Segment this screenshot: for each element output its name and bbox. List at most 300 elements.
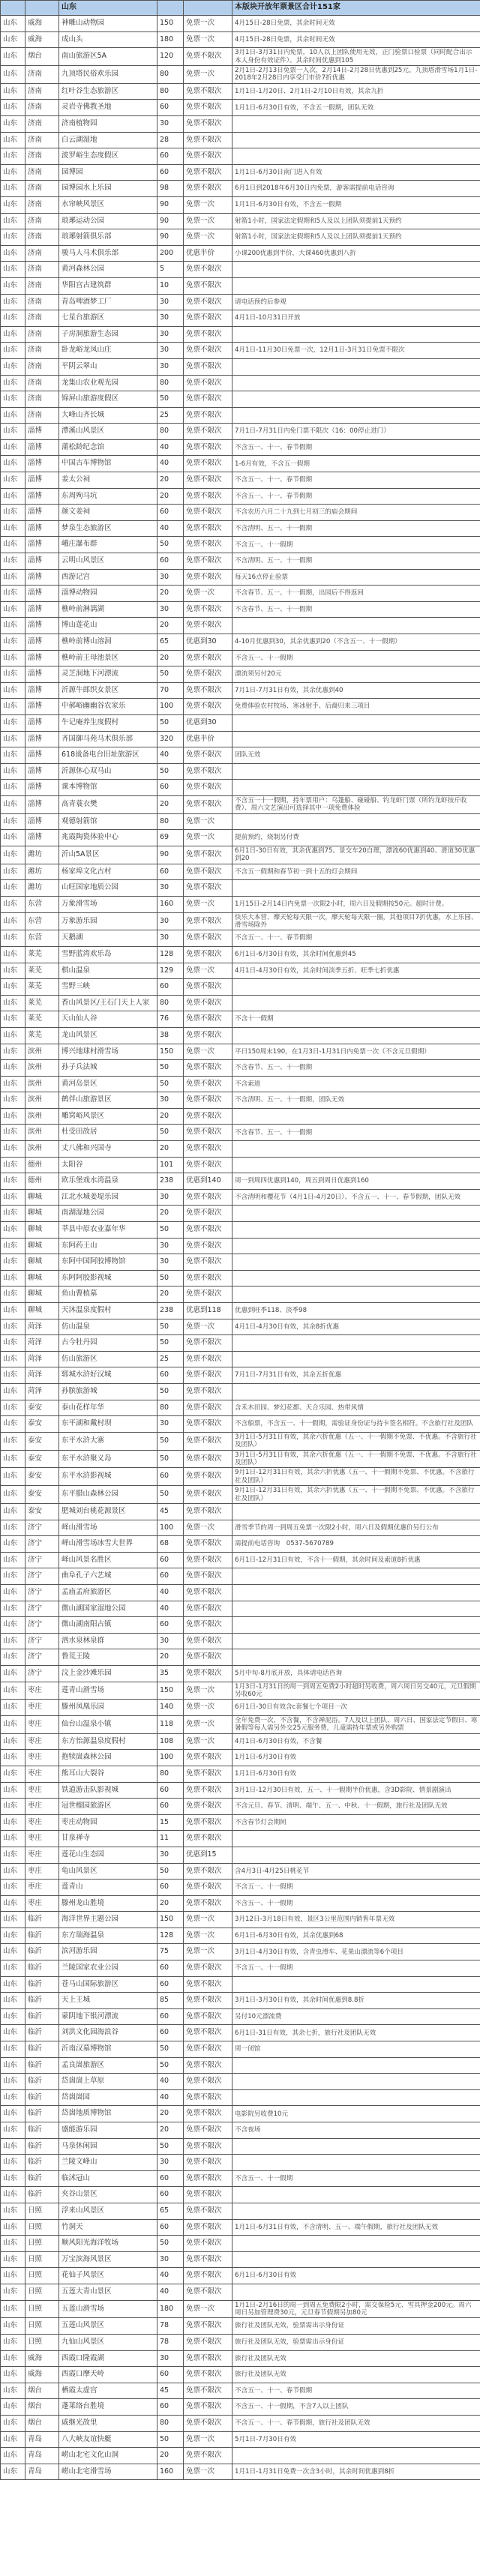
province-cell: 山东: [1, 1254, 26, 1271]
note-cell: 旅行社及团队无效，验票需出示身份证: [232, 2318, 480, 2335]
scenic-name-cell: 微山湖南阳古镇: [59, 1617, 158, 1634]
province-cell: 山东: [1, 946, 26, 963]
city-cell: 济宁: [26, 1649, 59, 1666]
city-cell: 青岛: [26, 2448, 59, 2464]
price-cell: 108: [158, 1733, 184, 1750]
price-cell: 50: [158, 1270, 184, 1287]
price-cell: 30: [158, 326, 184, 343]
note-cell: [232, 1351, 480, 1367]
scenic-name-cell: 浮来山风景区: [59, 2203, 158, 2219]
discount-type-cell: 免票不限次: [184, 2122, 232, 2139]
table-row: [1, 2399, 480, 2416]
note-cell: [232, 1222, 480, 1239]
city-cell: 泰安: [26, 1450, 59, 1468]
table-row: [1, 1141, 480, 1158]
discount-type-cell: 免票一次: [184, 2431, 232, 2448]
note-cell: 含4月3日-4月25日桃花节: [232, 1863, 480, 1880]
price-cell: 40: [158, 1584, 184, 1601]
table-row: [1, 310, 480, 327]
note-cell: 团队无效: [232, 747, 480, 764]
city-cell: 枣庄: [26, 1799, 59, 1815]
city-cell: 枣庄: [26, 1831, 59, 1847]
scenic-name-cell: 岱崮崮上草原: [59, 2074, 158, 2090]
scenic-name-cell: 孟良崮旅游区: [59, 2057, 158, 2074]
scenic-name-cell: 高青蓑衣樊: [59, 795, 158, 813]
city-cell: 滨州: [26, 1076, 59, 1092]
table-row: [1, 963, 480, 979]
city-cell: 淄博: [26, 682, 59, 699]
scenic-name-cell: 天上王城: [59, 1993, 158, 2009]
table-row: [1, 1633, 480, 1649]
discount-type-cell: 免票不限次: [184, 2383, 232, 2399]
discount-type-cell: 免票不限次: [184, 601, 232, 618]
table-row: [1, 100, 480, 116]
scenic-name-cell: 鲁荒王陵: [59, 1649, 158, 1666]
note-cell: 旅行社及团队无效: [232, 2367, 480, 2383]
city-cell: 枣庄: [26, 1863, 59, 1880]
scenic-name-cell: 中郝峪幽幽谷农家乐: [59, 699, 158, 715]
province-cell: 山东: [1, 569, 26, 586]
table-row: [1, 1584, 480, 1601]
price-cell: 60: [158, 1880, 184, 1896]
city-cell: 济南: [26, 213, 59, 229]
province-cell: 山东: [1, 1092, 26, 1109]
price-cell: 50: [158, 537, 184, 553]
table-row: [1, 1287, 480, 1303]
price-cell: 20: [158, 1287, 184, 1303]
note-cell: [232, 1504, 480, 1520]
header-cell-region: 山东: [59, 1, 158, 16]
discount-type-cell: 免票不限次: [184, 520, 232, 537]
table-row: [1, 995, 480, 1011]
table-row: [1, 213, 480, 229]
discount-type-cell: 免票一次: [184, 31, 232, 48]
price-cell: 40: [158, 747, 184, 764]
province-cell: 山东: [1, 714, 26, 731]
table-header-row: [1, 1, 480, 16]
province-cell: 山东: [1, 1715, 26, 1733]
scenic-name-cell: 崂山北宅文化山洞: [59, 2448, 158, 2464]
price-cell: 20: [158, 650, 184, 666]
discount-type-cell: 免票不限次: [184, 1254, 232, 1271]
scenic-name-cell: 波罗峪生态度假区: [59, 148, 158, 165]
discount-type-cell: 免票不限次: [184, 1335, 232, 1352]
province-cell: 山东: [1, 83, 26, 100]
discount-type-cell: 免票不限次: [184, 1601, 232, 1617]
discount-type-cell: 免票不限次: [184, 666, 232, 683]
province-cell: 山东: [1, 2138, 26, 2155]
province-cell: 山东: [1, 213, 26, 229]
scenic-name-cell: 618战备电台旧址旅游区: [59, 747, 158, 764]
discount-type-cell: 免票不限次: [184, 424, 232, 440]
price-cell: 75: [158, 1944, 184, 1960]
table-row: [1, 31, 480, 48]
scenic-name-cell: 仙台山温泉小镇: [59, 1715, 158, 1733]
province-cell: 山东: [1, 1782, 26, 1799]
discount-type-cell: 免票不限次: [184, 553, 232, 570]
price-cell: 65: [158, 2203, 184, 2219]
scenic-name-cell: 刘洪文化园海浪谷: [59, 2025, 158, 2041]
discount-type-cell: 免票不限次: [184, 846, 232, 864]
note-cell: 不含清明、五一、十一假期: [232, 553, 480, 570]
scenic-name-cell: 微山湖国家湿地公园: [59, 1601, 158, 1617]
discount-type-cell: 免票不限次: [184, 1799, 232, 1815]
price-cell: 60: [158, 2219, 184, 2236]
table-row: [1, 1108, 480, 1125]
table-row: [1, 2300, 480, 2318]
scenic-name-cell: 东阿阿胶影视城: [59, 1270, 158, 1287]
scenic-name-cell: 甘泉禅寺: [59, 1831, 158, 1847]
city-cell: 聊城: [26, 1238, 59, 1254]
price-cell: 30: [158, 880, 184, 897]
discount-type-cell: 免票不限次: [184, 1367, 232, 1384]
scenic-name-cell: 七星台旅游区: [59, 310, 158, 327]
discount-type-cell: 免票不限次: [184, 262, 232, 278]
discount-type-cell: 免票不限次: [184, 1863, 232, 1880]
table-row: [1, 896, 480, 912]
discount-type-cell: 免票不限次: [184, 2350, 232, 2367]
price-cell: 45: [158, 2383, 184, 2399]
city-cell: 淄博: [26, 601, 59, 618]
price-cell: 20: [158, 618, 184, 634]
price-cell: 50: [158, 1319, 184, 1335]
scenic-name-cell: 西霞口摩天岭: [59, 2367, 158, 2383]
table-row: [1, 1157, 480, 1173]
price-cell: 25: [158, 1351, 184, 1367]
city-cell: 枣庄: [26, 1733, 59, 1750]
table-row: [1, 650, 480, 666]
discount-type-cell: 免票不限次: [184, 1568, 232, 1585]
province-cell: 山东: [1, 2074, 26, 2090]
scenic-name-cell: 子房洞旅游生态园: [59, 326, 158, 343]
table-row: [1, 1649, 480, 1666]
table-row: [1, 2122, 480, 2139]
province-cell: 山东: [1, 277, 26, 294]
scenic-name-cell: 龙集山农业观光园: [59, 375, 158, 391]
note-cell: 不含五一十一假期，持年票用户：乌篷船、碰碰船、钓龙虾门票（所钓龙虾按斤收费）、周六文艺演出可选择其中一项免费体验: [232, 795, 480, 813]
scenic-name-cell: 沂山5A景区: [59, 846, 158, 864]
province-cell: 山东: [1, 181, 26, 197]
province-cell: 山东: [1, 1173, 26, 1190]
scenic-name-cell: 泰山花样年华: [59, 1400, 158, 1416]
note-cell: 不含五一、十一、春节假期: [232, 472, 480, 489]
city-cell: 临沂: [26, 2025, 59, 2041]
scenic-name-cell: 蒲松龄纪念馆: [59, 439, 158, 456]
discount-type-cell: 免票不限次: [184, 1976, 232, 1993]
note-cell: 不含春节、五一、十一假期: [232, 1125, 480, 1141]
city-cell: 济宁: [26, 1520, 59, 1536]
city-cell: 东营: [26, 896, 59, 912]
province-cell: 山东: [1, 2089, 26, 2106]
scenic-name-cell: 五莲山风景区: [59, 2318, 158, 2335]
province-cell: 山东: [1, 537, 26, 553]
note-cell: 6月1日-30日有效，其余优惠到75。景交车20自理，漂流60优惠到40、滑道30优惠到20: [232, 846, 480, 864]
price-cell: 238: [158, 1303, 184, 1319]
price-cell: 20: [158, 2106, 184, 2122]
city-cell: 菏泽: [26, 1367, 59, 1384]
province-cell: 山东: [1, 1222, 26, 1239]
province-cell: 山东: [1, 1880, 26, 1896]
table-row: [1, 1125, 480, 1141]
note-cell: 1月1日-1月31日免费一次含3小时，其余时间优惠到8折: [232, 2464, 480, 2480]
note-cell: 1月1日-1月20日、2月1日-2月10日有效，其余九折: [232, 83, 480, 100]
province-cell: 山东: [1, 1601, 26, 1617]
price-cell: 60: [158, 1367, 184, 1384]
price-cell: 40: [158, 2268, 184, 2284]
table-row: [1, 1076, 480, 1092]
note-cell: [232, 2155, 480, 2171]
discount-type-cell: 免票不限次: [184, 164, 232, 181]
discount-type-cell: 免票一次: [184, 830, 232, 846]
city-cell: 济宁: [26, 1584, 59, 1601]
table-row: [1, 1617, 480, 1634]
note-cell: 每天16点停止验票: [232, 569, 480, 586]
province-cell: 山东: [1, 912, 26, 930]
note-cell: 不含清明和樱花节（4月1日-4月20日）、不含五一、十一、春节假期，团队无效: [232, 1189, 480, 1206]
note-cell: 4月1日-4月30日有效，其余时间淡季五折、旺季七折优惠: [232, 963, 480, 979]
province-cell: 山东: [1, 2367, 26, 2383]
table-row: [1, 1601, 480, 1617]
price-cell: 30: [158, 1189, 184, 1206]
table-row: [1, 747, 480, 764]
price-cell: 20: [158, 1649, 184, 1666]
table-row: [1, 830, 480, 846]
scenic-name-cell: 岱崮崮园: [59, 2089, 158, 2106]
price-cell: 20: [158, 488, 184, 505]
scenic-name-cell: 博山莲花山: [59, 618, 158, 634]
scenic-name-cell: 峄山滑雪场: [59, 1520, 158, 1536]
discount-type-cell: 免票不限次: [184, 2219, 232, 2236]
city-cell: 日照: [26, 2284, 59, 2300]
table-row: [1, 16, 480, 32]
note-cell: 7月1日-7月31日有效，其余优惠到40: [232, 682, 480, 699]
scenic-name-cell: 观德射箭馆: [59, 813, 158, 830]
discount-type-cell: 免票不限次: [184, 83, 232, 100]
city-cell: 临沂: [26, 2008, 59, 2025]
price-cell: 101: [158, 1157, 184, 1173]
city-cell: 青岛: [26, 2464, 59, 2480]
table-row: [1, 1847, 480, 1863]
table-row: [1, 569, 480, 586]
province-cell: 山东: [1, 1287, 26, 1303]
price-cell: 30: [158, 343, 184, 359]
province-cell: 山东: [1, 1766, 26, 1782]
discount-type-cell: 免票不限次: [184, 2008, 232, 2025]
discount-type-cell: 免票不限次: [184, 1584, 232, 1601]
table-row: [1, 2251, 480, 2268]
province-cell: 山东: [1, 2284, 26, 2300]
scenic-name-cell: 孙膑旅游城: [59, 1383, 158, 1400]
price-cell: 20: [158, 472, 184, 489]
province-cell: 山东: [1, 2464, 26, 2480]
note-cell: 免费体验农村牧场、寒冰射手、后裔归来三项目: [232, 699, 480, 715]
scenic-name-cell: 梦泉生态旅游区: [59, 520, 158, 537]
scenic-name-cell: 五莲大青山景区: [59, 2284, 158, 2300]
province-cell: 山东: [1, 2041, 26, 2058]
discount-type-cell: 免票不限次: [184, 1993, 232, 2009]
scenic-name-cell: 铁道游击队影视城: [59, 1782, 158, 1799]
discount-type-cell: 免票不限次: [184, 1400, 232, 1416]
table-row: [1, 1895, 480, 1912]
province-cell: 山东: [1, 2236, 26, 2252]
note-cell: [232, 880, 480, 897]
city-cell: 枣庄: [26, 1782, 59, 1799]
province-cell: 山东: [1, 1416, 26, 1433]
price-cell: 60: [158, 1617, 184, 1634]
scenic-name-cell: 园博园水上乐园: [59, 181, 158, 197]
city-cell: 淄博: [26, 520, 59, 537]
province-cell: 山东: [1, 1960, 26, 1977]
city-cell: 日照: [26, 2268, 59, 2284]
note-cell: 小课200优惠到半价，大课460优惠到八折: [232, 245, 480, 262]
city-cell: 淄博: [26, 795, 59, 813]
table-row: [1, 979, 480, 996]
note-cell: [232, 2057, 480, 2074]
province-cell: 山东: [1, 1649, 26, 1666]
note-cell: 快乐大本营、摩天轮每天限一次，摩天轮每天限一圈，其他项目7折优惠，水上乐园、滑雪场除外: [232, 912, 480, 930]
table-row: [1, 2415, 480, 2431]
province-cell: 山东: [1, 1682, 26, 1700]
city-cell: 聊城: [26, 1189, 59, 1206]
discount-type-cell: 免票不限次: [184, 326, 232, 343]
note-cell: 4月1日-6月30日有效，不含餐: [232, 1733, 480, 1750]
province-cell: 山东: [1, 795, 26, 813]
province-cell: 山东: [1, 2155, 26, 2171]
discount-type-cell: 免票不限次: [184, 1270, 232, 1287]
province-cell: 山东: [1, 31, 26, 48]
city-cell: 济南: [26, 66, 59, 84]
table-row: [1, 424, 480, 440]
scenic-name-cell: 临沭冠山: [59, 2170, 158, 2187]
city-cell: 潍坊: [26, 846, 59, 864]
price-cell: 80: [158, 375, 184, 391]
city-cell: 济南: [26, 229, 59, 246]
price-cell: 85: [158, 1993, 184, 2009]
scenic-name-cell: 东阿药王山: [59, 1238, 158, 1254]
province-cell: 山东: [1, 294, 26, 310]
note-cell: [232, 2448, 480, 2464]
discount-type-cell: 免票不限次: [184, 1880, 232, 1896]
price-cell: 80: [158, 83, 184, 100]
price-cell: 30: [158, 294, 184, 310]
scenic-name-cell: 东周殉马坑: [59, 488, 158, 505]
table-row: [1, 1092, 480, 1109]
price-cell: 30: [158, 1847, 184, 1863]
price-cell: 40: [158, 520, 184, 537]
note-cell: 3月12日-3月18日有效，景区3公里范围内销售年票无效: [232, 1912, 480, 1928]
table-row: [1, 196, 480, 213]
city-cell: 淄博: [26, 488, 59, 505]
scenic-name-cell: 潭溪山风景区: [59, 424, 158, 440]
note-cell: [232, 763, 480, 780]
province-cell: 山东: [1, 505, 26, 521]
discount-type-cell: 免票不限次: [184, 864, 232, 880]
note-cell: [232, 618, 480, 634]
city-cell: 泰安: [26, 1504, 59, 1520]
price-cell: 80: [158, 995, 184, 1011]
discount-type-cell: 免票不限次: [184, 2448, 232, 2464]
city-cell: 淄博: [26, 650, 59, 666]
discount-type-cell: 免票不限次: [184, 682, 232, 699]
city-cell: 枣庄: [26, 1880, 59, 1896]
note-cell: 1月1日-6月31日有效，不含清明、五一、端午假期，旅行社及团队无效: [232, 2219, 480, 2236]
table-row: [1, 1520, 480, 1536]
discount-type-cell: 免票不限次: [184, 2057, 232, 2074]
note-cell: 4月1日-10月31日开放: [232, 310, 480, 327]
price-cell: 128: [158, 946, 184, 963]
scenic-name-cell: 香山风景区/王石门天上人家: [59, 995, 158, 1011]
table-row: [1, 763, 480, 780]
city-cell: 济南: [26, 164, 59, 181]
province-cell: 山东: [1, 1189, 26, 1206]
scenic-name-cell: 熊耳山大裂谷: [59, 1766, 158, 1782]
note-cell: 不含五一、十一、春节假期: [232, 930, 480, 947]
city-cell: 淄博: [26, 634, 59, 651]
city-cell: 枣庄: [26, 1682, 59, 1700]
price-cell: 30: [158, 358, 184, 375]
note-cell: 不含船票，不含五一、十一假期，需验证身份证与持卡签名相符。不含旅行社及团队: [232, 1416, 480, 1433]
table-row: [1, 795, 480, 813]
note-cell: 漂流须另付20元: [232, 666, 480, 683]
price-cell: 80: [158, 1400, 184, 1416]
price-cell: 20: [158, 1141, 184, 1158]
province-cell: 山东: [1, 1141, 26, 1158]
province-cell: 山东: [1, 1270, 26, 1287]
price-cell: 160: [158, 2464, 184, 2480]
price-cell: 78: [158, 2318, 184, 2335]
table-row: [1, 358, 480, 375]
note-cell: 3月1日-5月31日有效，其余六折优惠（五一、十一假期不免票、不优惠。不含旅行社及团队）: [232, 1450, 480, 1468]
province-cell: 山东: [1, 650, 26, 666]
scenic-name-cell: 南湖湿地公园: [59, 1206, 158, 1222]
province-cell: 山东: [1, 2300, 26, 2318]
table-row: [1, 2318, 480, 2335]
table-row: [1, 1880, 480, 1896]
note-cell: 不含五一、十一假期: [232, 537, 480, 553]
table-row: [1, 1733, 480, 1750]
price-cell: 30: [158, 601, 184, 618]
table-row: [1, 262, 480, 278]
city-cell: 德州: [26, 1173, 59, 1190]
scenic-name-cell: 莲花山生态园: [59, 1847, 158, 1863]
scenic-name-cell: 肥城刘台桃花源景区: [59, 1504, 158, 1520]
table-row: [1, 714, 480, 731]
province-cell: 山东: [1, 979, 26, 996]
province-cell: 山东: [1, 48, 26, 66]
province-cell: 山东: [1, 1027, 26, 1044]
note-cell: [232, 132, 480, 148]
province-cell: 山东: [1, 1335, 26, 1352]
province-cell: 山东: [1, 2106, 26, 2122]
city-cell: 枣庄: [26, 1750, 59, 1766]
province-cell: 山东: [1, 813, 26, 830]
note-cell: [232, 277, 480, 294]
discount-type-cell: 免票不限次: [184, 407, 232, 424]
province-cell: 山东: [1, 245, 26, 262]
province-cell: 山东: [1, 1486, 26, 1504]
city-cell: 枣庄: [26, 1814, 59, 1831]
price-cell: 60: [158, 780, 184, 796]
scenic-name-cell: 东阿中国阿胶博物馆: [59, 1254, 158, 1271]
province-cell: 山东: [1, 1750, 26, 1766]
price-cell: 60: [158, 505, 184, 521]
scenic-name-cell: 兰陵国家农业公园: [59, 1960, 158, 1977]
city-cell: 泰安: [26, 1416, 59, 1433]
price-cell: 60: [158, 1782, 184, 1799]
province-cell: 山东: [1, 1206, 26, 1222]
discount-type-cell: 免票不限次: [184, 2155, 232, 2171]
scenic-name-cell: 曲阜孔子六艺城: [59, 1568, 158, 1585]
